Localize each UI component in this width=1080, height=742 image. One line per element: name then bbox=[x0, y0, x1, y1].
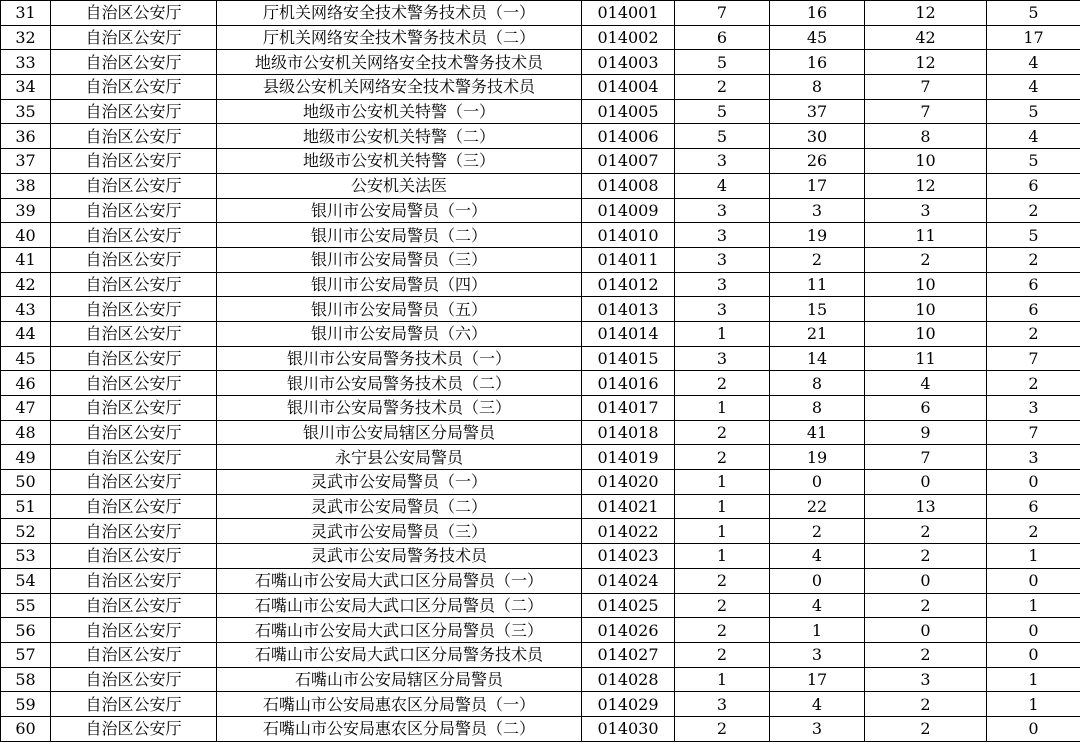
table-row bbox=[1, 642, 1080, 667]
department-cell: 自治区公安厅 bbox=[51, 272, 217, 297]
position-cell: 地级市公安机关网络安全技术警务技术员 bbox=[217, 50, 582, 75]
row-number-cell: 47 bbox=[1, 396, 51, 421]
row-number-cell: 31 bbox=[1, 1, 51, 26]
applicants-cell: 37 bbox=[770, 99, 865, 124]
department-cell: 自治区公安厅 bbox=[51, 667, 217, 692]
row-number-cell: 59 bbox=[1, 692, 51, 717]
paid-cell: 5 bbox=[987, 223, 1080, 248]
approved-cell: 9 bbox=[865, 420, 987, 445]
quota-cell: 2 bbox=[675, 371, 770, 396]
position-cell: 地级市公安机关特警（二） bbox=[217, 124, 582, 149]
applicants-cell: 11 bbox=[770, 272, 865, 297]
quota-cell: 2 bbox=[675, 618, 770, 643]
row-number-cell: 57 bbox=[1, 642, 51, 667]
table-row bbox=[1, 1, 1080, 26]
row-number-cell: 58 bbox=[1, 667, 51, 692]
position-code-cell: 014024 bbox=[582, 568, 675, 593]
quota-cell: 6 bbox=[675, 25, 770, 50]
approved-cell: 11 bbox=[865, 223, 987, 248]
department-cell: 自治区公安厅 bbox=[51, 25, 217, 50]
department-cell: 自治区公安厅 bbox=[51, 716, 217, 741]
paid-cell: 0 bbox=[987, 716, 1080, 741]
position-code-cell: 014007 bbox=[582, 149, 675, 174]
table-row bbox=[1, 346, 1080, 371]
position-cell: 银川市公安局警员（三） bbox=[217, 247, 582, 272]
paid-cell: 0 bbox=[987, 568, 1080, 593]
paid-cell: 1 bbox=[987, 544, 1080, 569]
department-cell: 自治区公安厅 bbox=[51, 445, 217, 470]
quota-cell: 2 bbox=[675, 593, 770, 618]
position-cell: 县级公安机关网络安全技术警务技术员 bbox=[217, 75, 582, 100]
department-cell: 自治区公安厅 bbox=[51, 75, 217, 100]
approved-cell: 6 bbox=[865, 396, 987, 421]
department-cell: 自治区公安厅 bbox=[51, 297, 217, 322]
position-cell: 厅机关网络安全技术警务技术员（一） bbox=[217, 1, 582, 26]
position-code-cell: 014029 bbox=[582, 692, 675, 717]
position-cell: 银川市公安局警员（五） bbox=[217, 297, 582, 322]
applicants-cell: 3 bbox=[770, 716, 865, 741]
applicants-cell: 2 bbox=[770, 247, 865, 272]
approved-cell: 11 bbox=[865, 346, 987, 371]
approved-cell: 2 bbox=[865, 716, 987, 741]
quota-cell: 2 bbox=[675, 445, 770, 470]
table-row bbox=[1, 223, 1080, 248]
row-number-cell: 53 bbox=[1, 544, 51, 569]
applicants-cell: 17 bbox=[770, 173, 865, 198]
applicants-cell: 0 bbox=[770, 568, 865, 593]
row-number-cell: 55 bbox=[1, 593, 51, 618]
quota-cell: 3 bbox=[675, 272, 770, 297]
position-cell: 地级市公安机关特警（三） bbox=[217, 149, 582, 174]
row-number-cell: 52 bbox=[1, 519, 51, 544]
quota-cell: 1 bbox=[675, 667, 770, 692]
position-cell: 厅机关网络安全技术警务技术员（二） bbox=[217, 25, 582, 50]
position-code-cell: 014006 bbox=[582, 124, 675, 149]
table-row bbox=[1, 75, 1080, 100]
applicants-cell: 3 bbox=[770, 642, 865, 667]
department-cell: 自治区公安厅 bbox=[51, 642, 217, 667]
quota-cell: 5 bbox=[675, 99, 770, 124]
paid-cell: 2 bbox=[987, 371, 1080, 396]
quota-cell: 2 bbox=[675, 568, 770, 593]
approved-cell: 0 bbox=[865, 568, 987, 593]
paid-cell: 6 bbox=[987, 297, 1080, 322]
approved-cell: 2 bbox=[865, 544, 987, 569]
position-cell: 灵武市公安局警员（二） bbox=[217, 494, 582, 519]
applicants-cell: 19 bbox=[770, 445, 865, 470]
approved-cell: 12 bbox=[865, 50, 987, 75]
paid-cell: 5 bbox=[987, 1, 1080, 26]
approved-cell: 4 bbox=[865, 371, 987, 396]
position-code-cell: 014016 bbox=[582, 371, 675, 396]
position-code-cell: 014001 bbox=[582, 1, 675, 26]
row-number-cell: 32 bbox=[1, 25, 51, 50]
position-cell: 石嘴山市公安局惠农区分局警员（一） bbox=[217, 692, 582, 717]
approved-cell: 10 bbox=[865, 321, 987, 346]
position-code-cell: 014017 bbox=[582, 396, 675, 421]
table-row bbox=[1, 470, 1080, 495]
paid-cell: 6 bbox=[987, 272, 1080, 297]
table-row bbox=[1, 692, 1080, 717]
row-number-cell: 45 bbox=[1, 346, 51, 371]
applicants-cell: 45 bbox=[770, 25, 865, 50]
paid-cell: 7 bbox=[987, 420, 1080, 445]
position-cell: 公安机关法医 bbox=[217, 173, 582, 198]
applicants-cell: 2 bbox=[770, 519, 865, 544]
row-number-cell: 49 bbox=[1, 445, 51, 470]
paid-cell: 2 bbox=[987, 519, 1080, 544]
applicants-cell: 41 bbox=[770, 420, 865, 445]
quota-cell: 1 bbox=[675, 494, 770, 519]
position-cell: 地级市公安机关特警（一） bbox=[217, 99, 582, 124]
applicants-cell: 8 bbox=[770, 371, 865, 396]
quota-cell: 2 bbox=[675, 642, 770, 667]
paid-cell: 0 bbox=[987, 642, 1080, 667]
table-row bbox=[1, 544, 1080, 569]
row-number-cell: 41 bbox=[1, 247, 51, 272]
department-cell: 自治区公安厅 bbox=[51, 470, 217, 495]
applicants-cell: 1 bbox=[770, 618, 865, 643]
row-number-cell: 56 bbox=[1, 618, 51, 643]
department-cell: 自治区公安厅 bbox=[51, 494, 217, 519]
position-code-cell: 014013 bbox=[582, 297, 675, 322]
row-number-cell: 34 bbox=[1, 75, 51, 100]
department-cell: 自治区公安厅 bbox=[51, 247, 217, 272]
approved-cell: 2 bbox=[865, 247, 987, 272]
table-row bbox=[1, 519, 1080, 544]
table-row bbox=[1, 716, 1080, 741]
paid-cell: 4 bbox=[987, 75, 1080, 100]
position-code-cell: 014012 bbox=[582, 272, 675, 297]
approved-cell: 7 bbox=[865, 99, 987, 124]
table-row bbox=[1, 371, 1080, 396]
table-row bbox=[1, 247, 1080, 272]
applicants-cell: 26 bbox=[770, 149, 865, 174]
table-row bbox=[1, 445, 1080, 470]
table-row bbox=[1, 99, 1080, 124]
department-cell: 自治区公安厅 bbox=[51, 519, 217, 544]
approved-cell: 10 bbox=[865, 297, 987, 322]
quota-cell: 1 bbox=[675, 470, 770, 495]
quota-cell: 1 bbox=[675, 321, 770, 346]
table-row bbox=[1, 124, 1080, 149]
table-row bbox=[1, 494, 1080, 519]
position-cell: 石嘴山市公安局惠农区分局警员（二） bbox=[217, 716, 582, 741]
table-row bbox=[1, 618, 1080, 643]
quota-cell: 1 bbox=[675, 544, 770, 569]
approved-cell: 2 bbox=[865, 519, 987, 544]
position-code-cell: 014009 bbox=[582, 198, 675, 223]
approved-cell: 10 bbox=[865, 272, 987, 297]
row-number-cell: 40 bbox=[1, 223, 51, 248]
department-cell: 自治区公安厅 bbox=[51, 321, 217, 346]
position-code-cell: 014015 bbox=[582, 346, 675, 371]
row-number-cell: 43 bbox=[1, 297, 51, 322]
paid-cell: 0 bbox=[987, 470, 1080, 495]
quota-cell: 3 bbox=[675, 346, 770, 371]
position-code-cell: 014003 bbox=[582, 50, 675, 75]
position-cell: 银川市公安局警员（六） bbox=[217, 321, 582, 346]
row-number-cell: 51 bbox=[1, 494, 51, 519]
applicants-cell: 19 bbox=[770, 223, 865, 248]
department-cell: 自治区公安厅 bbox=[51, 371, 217, 396]
row-number-cell: 54 bbox=[1, 568, 51, 593]
table-row bbox=[1, 50, 1080, 75]
paid-cell: 2 bbox=[987, 198, 1080, 223]
approved-cell: 10 bbox=[865, 149, 987, 174]
position-cell: 银川市公安局辖区分局警员 bbox=[217, 420, 582, 445]
position-cell: 石嘴山市公安局大武口区分局警员（一） bbox=[217, 568, 582, 593]
department-cell: 自治区公安厅 bbox=[51, 124, 217, 149]
department-cell: 自治区公安厅 bbox=[51, 1, 217, 26]
table-row bbox=[1, 297, 1080, 322]
row-number-cell: 37 bbox=[1, 149, 51, 174]
approved-cell: 12 bbox=[865, 1, 987, 26]
position-cell: 银川市公安局警务技术员（二） bbox=[217, 371, 582, 396]
paid-cell: 3 bbox=[987, 445, 1080, 470]
approved-cell: 8 bbox=[865, 124, 987, 149]
position-code-cell: 014004 bbox=[582, 75, 675, 100]
applicants-cell: 4 bbox=[770, 544, 865, 569]
quota-cell: 3 bbox=[675, 247, 770, 272]
department-cell: 自治区公安厅 bbox=[51, 692, 217, 717]
paid-cell: 6 bbox=[987, 173, 1080, 198]
position-cell: 银川市公安局警务技术员（一） bbox=[217, 346, 582, 371]
paid-cell: 5 bbox=[987, 149, 1080, 174]
paid-cell: 5 bbox=[987, 99, 1080, 124]
department-cell: 自治区公安厅 bbox=[51, 198, 217, 223]
paid-cell: 1 bbox=[987, 692, 1080, 717]
quota-cell: 5 bbox=[675, 124, 770, 149]
position-code-cell: 014026 bbox=[582, 618, 675, 643]
position-code-cell: 014008 bbox=[582, 173, 675, 198]
paid-cell: 0 bbox=[987, 618, 1080, 643]
row-number-cell: 38 bbox=[1, 173, 51, 198]
department-cell: 自治区公安厅 bbox=[51, 420, 217, 445]
applicants-cell: 4 bbox=[770, 692, 865, 717]
quota-cell: 2 bbox=[675, 716, 770, 741]
position-cell: 银川市公安局警务技术员（三） bbox=[217, 396, 582, 421]
position-code-cell: 014019 bbox=[582, 445, 675, 470]
quota-cell: 2 bbox=[675, 75, 770, 100]
position-code-cell: 014018 bbox=[582, 420, 675, 445]
applicants-cell: 16 bbox=[770, 1, 865, 26]
applicants-cell: 17 bbox=[770, 667, 865, 692]
row-number-cell: 60 bbox=[1, 716, 51, 741]
applicants-cell: 0 bbox=[770, 470, 865, 495]
table-row bbox=[1, 420, 1080, 445]
table-row bbox=[1, 321, 1080, 346]
quota-cell: 5 bbox=[675, 50, 770, 75]
approved-cell: 0 bbox=[865, 470, 987, 495]
position-cell: 石嘴山市公安局辖区分局警员 bbox=[217, 667, 582, 692]
position-cell: 灵武市公安局警员（三） bbox=[217, 519, 582, 544]
position-code-cell: 014023 bbox=[582, 544, 675, 569]
position-code-cell: 014014 bbox=[582, 321, 675, 346]
department-cell: 自治区公安厅 bbox=[51, 149, 217, 174]
position-cell: 灵武市公安局警员（一） bbox=[217, 470, 582, 495]
table-row bbox=[1, 396, 1080, 421]
row-number-cell: 42 bbox=[1, 272, 51, 297]
quota-cell: 4 bbox=[675, 173, 770, 198]
position-code-cell: 014021 bbox=[582, 494, 675, 519]
paid-cell: 17 bbox=[987, 25, 1080, 50]
position-code-cell: 014028 bbox=[582, 667, 675, 692]
approved-cell: 0 bbox=[865, 618, 987, 643]
row-number-cell: 39 bbox=[1, 198, 51, 223]
table-row bbox=[1, 667, 1080, 692]
applicants-cell: 30 bbox=[770, 124, 865, 149]
position-code-cell: 014025 bbox=[582, 593, 675, 618]
department-cell: 自治区公安厅 bbox=[51, 618, 217, 643]
department-cell: 自治区公安厅 bbox=[51, 568, 217, 593]
row-number-cell: 33 bbox=[1, 50, 51, 75]
paid-cell: 4 bbox=[987, 50, 1080, 75]
position-code-cell: 014002 bbox=[582, 25, 675, 50]
paid-cell: 2 bbox=[987, 247, 1080, 272]
row-number-cell: 36 bbox=[1, 124, 51, 149]
approved-cell: 7 bbox=[865, 445, 987, 470]
applicants-cell: 16 bbox=[770, 50, 865, 75]
position-cell: 石嘴山市公安局大武口区分局警员（二） bbox=[217, 593, 582, 618]
applicants-cell: 8 bbox=[770, 75, 865, 100]
quota-cell: 3 bbox=[675, 149, 770, 174]
position-cell: 灵武市公安局警务技术员 bbox=[217, 544, 582, 569]
table-row bbox=[1, 272, 1080, 297]
applicants-cell: 22 bbox=[770, 494, 865, 519]
department-cell: 自治区公安厅 bbox=[51, 99, 217, 124]
department-cell: 自治区公安厅 bbox=[51, 346, 217, 371]
position-code-cell: 014020 bbox=[582, 470, 675, 495]
approved-cell: 13 bbox=[865, 494, 987, 519]
paid-cell: 1 bbox=[987, 593, 1080, 618]
approved-cell: 2 bbox=[865, 642, 987, 667]
paid-cell: 2 bbox=[987, 321, 1080, 346]
position-code-cell: 014022 bbox=[582, 519, 675, 544]
applicants-cell: 15 bbox=[770, 297, 865, 322]
approved-cell: 7 bbox=[865, 75, 987, 100]
table-row bbox=[1, 149, 1080, 174]
position-cell: 永宁县公安局警员 bbox=[217, 445, 582, 470]
approved-cell: 12 bbox=[865, 173, 987, 198]
table-row bbox=[1, 593, 1080, 618]
position-cell: 石嘴山市公安局大武口区分局警务技术员 bbox=[217, 642, 582, 667]
table-body bbox=[1, 1, 1080, 742]
paid-cell: 3 bbox=[987, 396, 1080, 421]
paid-cell: 4 bbox=[987, 124, 1080, 149]
quota-cell: 1 bbox=[675, 519, 770, 544]
paid-cell: 7 bbox=[987, 346, 1080, 371]
approved-cell: 2 bbox=[865, 593, 987, 618]
paid-cell: 6 bbox=[987, 494, 1080, 519]
row-number-cell: 46 bbox=[1, 371, 51, 396]
position-cell: 石嘴山市公安局大武口区分局警员（三） bbox=[217, 618, 582, 643]
row-number-cell: 48 bbox=[1, 420, 51, 445]
paid-cell: 1 bbox=[987, 667, 1080, 692]
quota-cell: 3 bbox=[675, 223, 770, 248]
position-cell: 银川市公安局警员（四） bbox=[217, 272, 582, 297]
position-code-cell: 014005 bbox=[582, 99, 675, 124]
approved-cell: 2 bbox=[865, 692, 987, 717]
approved-cell: 3 bbox=[865, 667, 987, 692]
department-cell: 自治区公安厅 bbox=[51, 223, 217, 248]
position-code-cell: 014011 bbox=[582, 247, 675, 272]
position-cell: 银川市公安局警员（二） bbox=[217, 223, 582, 248]
row-number-cell: 35 bbox=[1, 99, 51, 124]
applicants-cell: 14 bbox=[770, 346, 865, 371]
position-cell: 银川市公安局警员（一） bbox=[217, 198, 582, 223]
department-cell: 自治区公安厅 bbox=[51, 544, 217, 569]
department-cell: 自治区公安厅 bbox=[51, 50, 217, 75]
department-cell: 自治区公安厅 bbox=[51, 173, 217, 198]
quota-cell: 3 bbox=[675, 692, 770, 717]
applicants-cell: 8 bbox=[770, 396, 865, 421]
position-code-cell: 014027 bbox=[582, 642, 675, 667]
position-code-cell: 014010 bbox=[582, 223, 675, 248]
department-cell: 自治区公安厅 bbox=[51, 593, 217, 618]
applicants-cell: 3 bbox=[770, 198, 865, 223]
row-number-cell: 44 bbox=[1, 321, 51, 346]
table-row bbox=[1, 173, 1080, 198]
quota-cell: 7 bbox=[675, 1, 770, 26]
position-code-cell: 014030 bbox=[582, 716, 675, 741]
quota-cell: 3 bbox=[675, 297, 770, 322]
approved-cell: 42 bbox=[865, 25, 987, 50]
table-row bbox=[1, 198, 1080, 223]
applicants-cell: 4 bbox=[770, 593, 865, 618]
row-number-cell: 50 bbox=[1, 470, 51, 495]
quota-cell: 2 bbox=[675, 420, 770, 445]
quota-cell: 3 bbox=[675, 198, 770, 223]
applicants-cell: 21 bbox=[770, 321, 865, 346]
quota-cell: 1 bbox=[675, 396, 770, 421]
approved-cell: 3 bbox=[865, 198, 987, 223]
department-cell: 自治区公安厅 bbox=[51, 396, 217, 421]
table-row bbox=[1, 25, 1080, 50]
table-row bbox=[1, 568, 1080, 593]
